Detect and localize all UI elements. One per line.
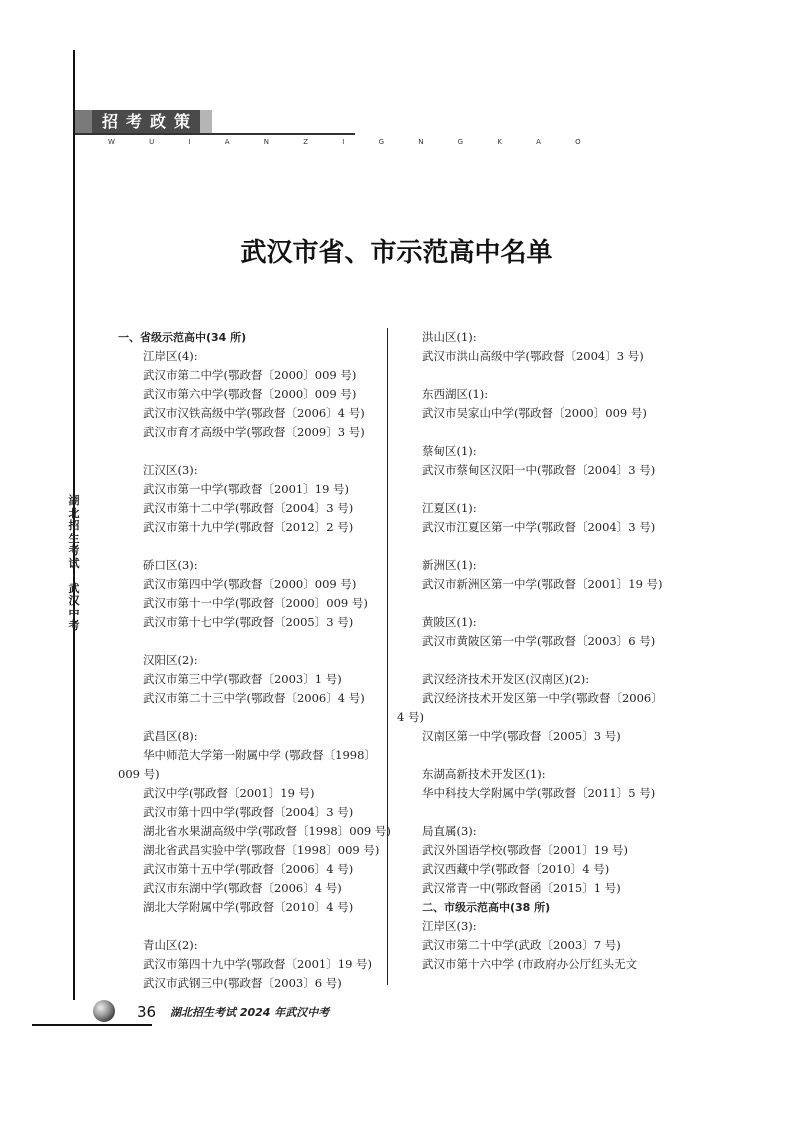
list-item: 武汉市第十七中学(鄂政督〔2005〕3 号) <box>143 615 354 629</box>
footer-publication: 湖北招生考试 2024 年武汉中考 <box>170 1006 330 1019</box>
list-item: 武汉市吴家山中学(鄂政督〔2000〕009 号) <box>422 406 647 420</box>
page-title: 武汉市省、市示范高中名单 <box>240 238 553 268</box>
side-label-char: 考 <box>68 619 80 632</box>
side-label-char: 武 <box>68 581 80 595</box>
section-tab-accent <box>75 110 92 134</box>
list-item: 武汉常青一中(鄂政督函〔2015〕1 号) <box>422 881 621 895</box>
list-item: 武汉市蔡甸区汉阳一中(鄂政督〔2004〕3 号) <box>422 463 656 477</box>
list-item: 硚口区(3): <box>143 558 198 572</box>
footer-disc-icon <box>93 1000 115 1022</box>
list-item: 武汉市新洲区第一中学(鄂政督〔2001〕19 号) <box>422 577 663 591</box>
spacer <box>118 632 383 651</box>
side-label-char: 生 <box>68 531 80 545</box>
list-item: 湖北大学附属中学(鄂政督〔2010〕4 号) <box>143 900 354 914</box>
spacer <box>397 366 662 385</box>
list-item: 武汉市洪山高级中学(鄂政督〔2004〕3 号) <box>422 349 644 363</box>
spacer <box>118 537 383 556</box>
list-item: 华中师范大学第一附属中学 (鄂政督〔1998〕 <box>143 748 376 762</box>
section-heading: 一、省级示范高中(34 所) <box>118 331 247 344</box>
list-item: 武汉市东湖中学(鄂政督〔2006〕4 号) <box>143 881 342 895</box>
list-item: 武汉市第二中学(鄂政督〔2000〕009 号) <box>143 368 357 382</box>
section-tab-end <box>200 110 212 134</box>
left-column <box>118 328 391 993</box>
spacer <box>118 708 383 727</box>
section-pinyin: W U I A N Z I G N G K A O <box>108 138 597 146</box>
side-label-char: 湖 <box>68 494 80 507</box>
side-running-head <box>65 495 83 633</box>
spacer <box>397 537 662 556</box>
list-item: 武汉市第十六中学 (市政府办公厅红头无文 <box>422 957 638 971</box>
list-item: 武汉外国语学校(鄂政督〔2001〕19 号) <box>422 843 629 857</box>
section-tab: 招考政策 <box>92 110 212 134</box>
side-label-char: 中 <box>68 606 80 620</box>
footer-rule <box>32 1024 152 1026</box>
list-item: 武汉市汉铁高级中学(鄂政督〔2006〕4 号) <box>143 406 365 420</box>
list-item: 汉南区第一中学(鄂政督〔2005〕3 号) <box>422 729 621 743</box>
list-item: 蔡甸区(1): <box>422 444 477 458</box>
list-item: 江岸区(4): <box>143 349 198 363</box>
list-item: 武汉市第六中学(鄂政督〔2000〕009 号) <box>143 387 357 401</box>
side-label-char: 北 <box>68 506 80 520</box>
list-item: 武汉市第十五中学(鄂政督〔2006〕4 号) <box>143 862 354 876</box>
list-item: 武汉市第四十九中学(鄂政督〔2001〕19 号) <box>143 957 373 971</box>
side-label-char: 考 <box>68 544 80 557</box>
list-item: 武汉市黄陂区第一中学(鄂政督〔2003〕6 号) <box>422 634 656 648</box>
list-item: 武汉市第十二中学(鄂政督〔2004〕3 号) <box>143 501 354 515</box>
list-item: 武汉市第四中学(鄂政督〔2000〕009 号) <box>143 577 357 591</box>
side-label-char: 试 <box>68 556 80 570</box>
list-item: 武汉市第一中学(鄂政督〔2001〕19 号) <box>143 482 350 496</box>
list-item: 武汉市第十一中学(鄂政督〔2000〕009 号) <box>143 596 368 610</box>
page-number: 36 <box>137 1003 157 1021</box>
list-item: 武昌区(8): <box>143 729 198 743</box>
list-item: 武汉市武钢三中(鄂政督〔2003〕6 号) <box>143 976 342 990</box>
list-item: 武汉市第十四中学(鄂政督〔2004〕3 号) <box>143 805 354 819</box>
list-item: 新洲区(1): <box>422 558 477 572</box>
spacer <box>397 803 662 822</box>
list-item: 江岸区(3): <box>422 919 477 933</box>
right-column <box>397 328 662 974</box>
list-item: 洪山区(1): <box>422 330 477 344</box>
list-item: 武汉市第三中学(鄂政督〔2003〕1 号) <box>143 672 342 686</box>
spacer <box>397 651 662 670</box>
spacer <box>397 423 662 442</box>
list-item: 武汉市第十九中学(鄂政督〔2012〕2 号) <box>143 520 354 534</box>
column-divider <box>387 328 388 985</box>
side-label-char: 汉 <box>68 594 80 607</box>
spacer <box>118 442 383 461</box>
list-item: 武汉西藏中学(鄂政督〔2010〕4 号) <box>422 862 610 876</box>
spacer <box>397 746 662 765</box>
list-item: 华中科技大学附属中学(鄂政督〔2011〕5 号) <box>422 786 656 800</box>
list-item: 局直属(3): <box>422 824 477 838</box>
list-item: 武汉经济技术开发区(汉南区)(2): <box>422 672 590 686</box>
list-item: 汉阳区(2): <box>143 653 198 667</box>
spacer <box>118 917 383 936</box>
header-rule <box>75 133 355 135</box>
spacer <box>397 480 662 499</box>
list-item: 江夏区(1): <box>422 501 477 515</box>
side-label-char: 招 <box>68 519 80 532</box>
list-item: 青山区(2): <box>143 938 198 952</box>
list-item: 武汉中学(鄂政督〔2001〕19 号) <box>143 786 315 800</box>
list-item: 湖北省武昌实验中学(鄂政督〔1998〕009 号) <box>143 843 380 857</box>
list-item: 江汉区(3): <box>143 463 198 477</box>
list-item: 武汉经济技术开发区第一中学(鄂政督〔2006〕 <box>422 691 663 705</box>
list-item: 武汉市育才高级中学(鄂政督〔2009〕3 号) <box>143 425 365 439</box>
list-item: 东西湖区(1): <box>422 387 489 401</box>
spacer <box>397 594 662 613</box>
list-item: 武汉市第二十三中学(鄂政督〔2006〕4 号) <box>143 691 365 705</box>
list-item: 武汉市第二十中学(武政〔2003〕7 号) <box>422 938 621 952</box>
side-label-char: · <box>71 569 77 582</box>
section-heading: 二、市级示范高中(38 所) <box>422 901 551 914</box>
list-item: 武汉市江夏区第一中学(鄂政督〔2004〕3 号) <box>422 520 656 534</box>
list-item: 009 号) <box>118 767 160 781</box>
list-item: 黄陂区(1): <box>422 615 477 629</box>
list-item: 4 号) <box>397 710 424 724</box>
list-item: 湖北省水果湖高级中学(鄂政督〔1998〕009 号) <box>143 824 391 838</box>
list-item: 东湖高新技术开发区(1): <box>422 767 546 781</box>
